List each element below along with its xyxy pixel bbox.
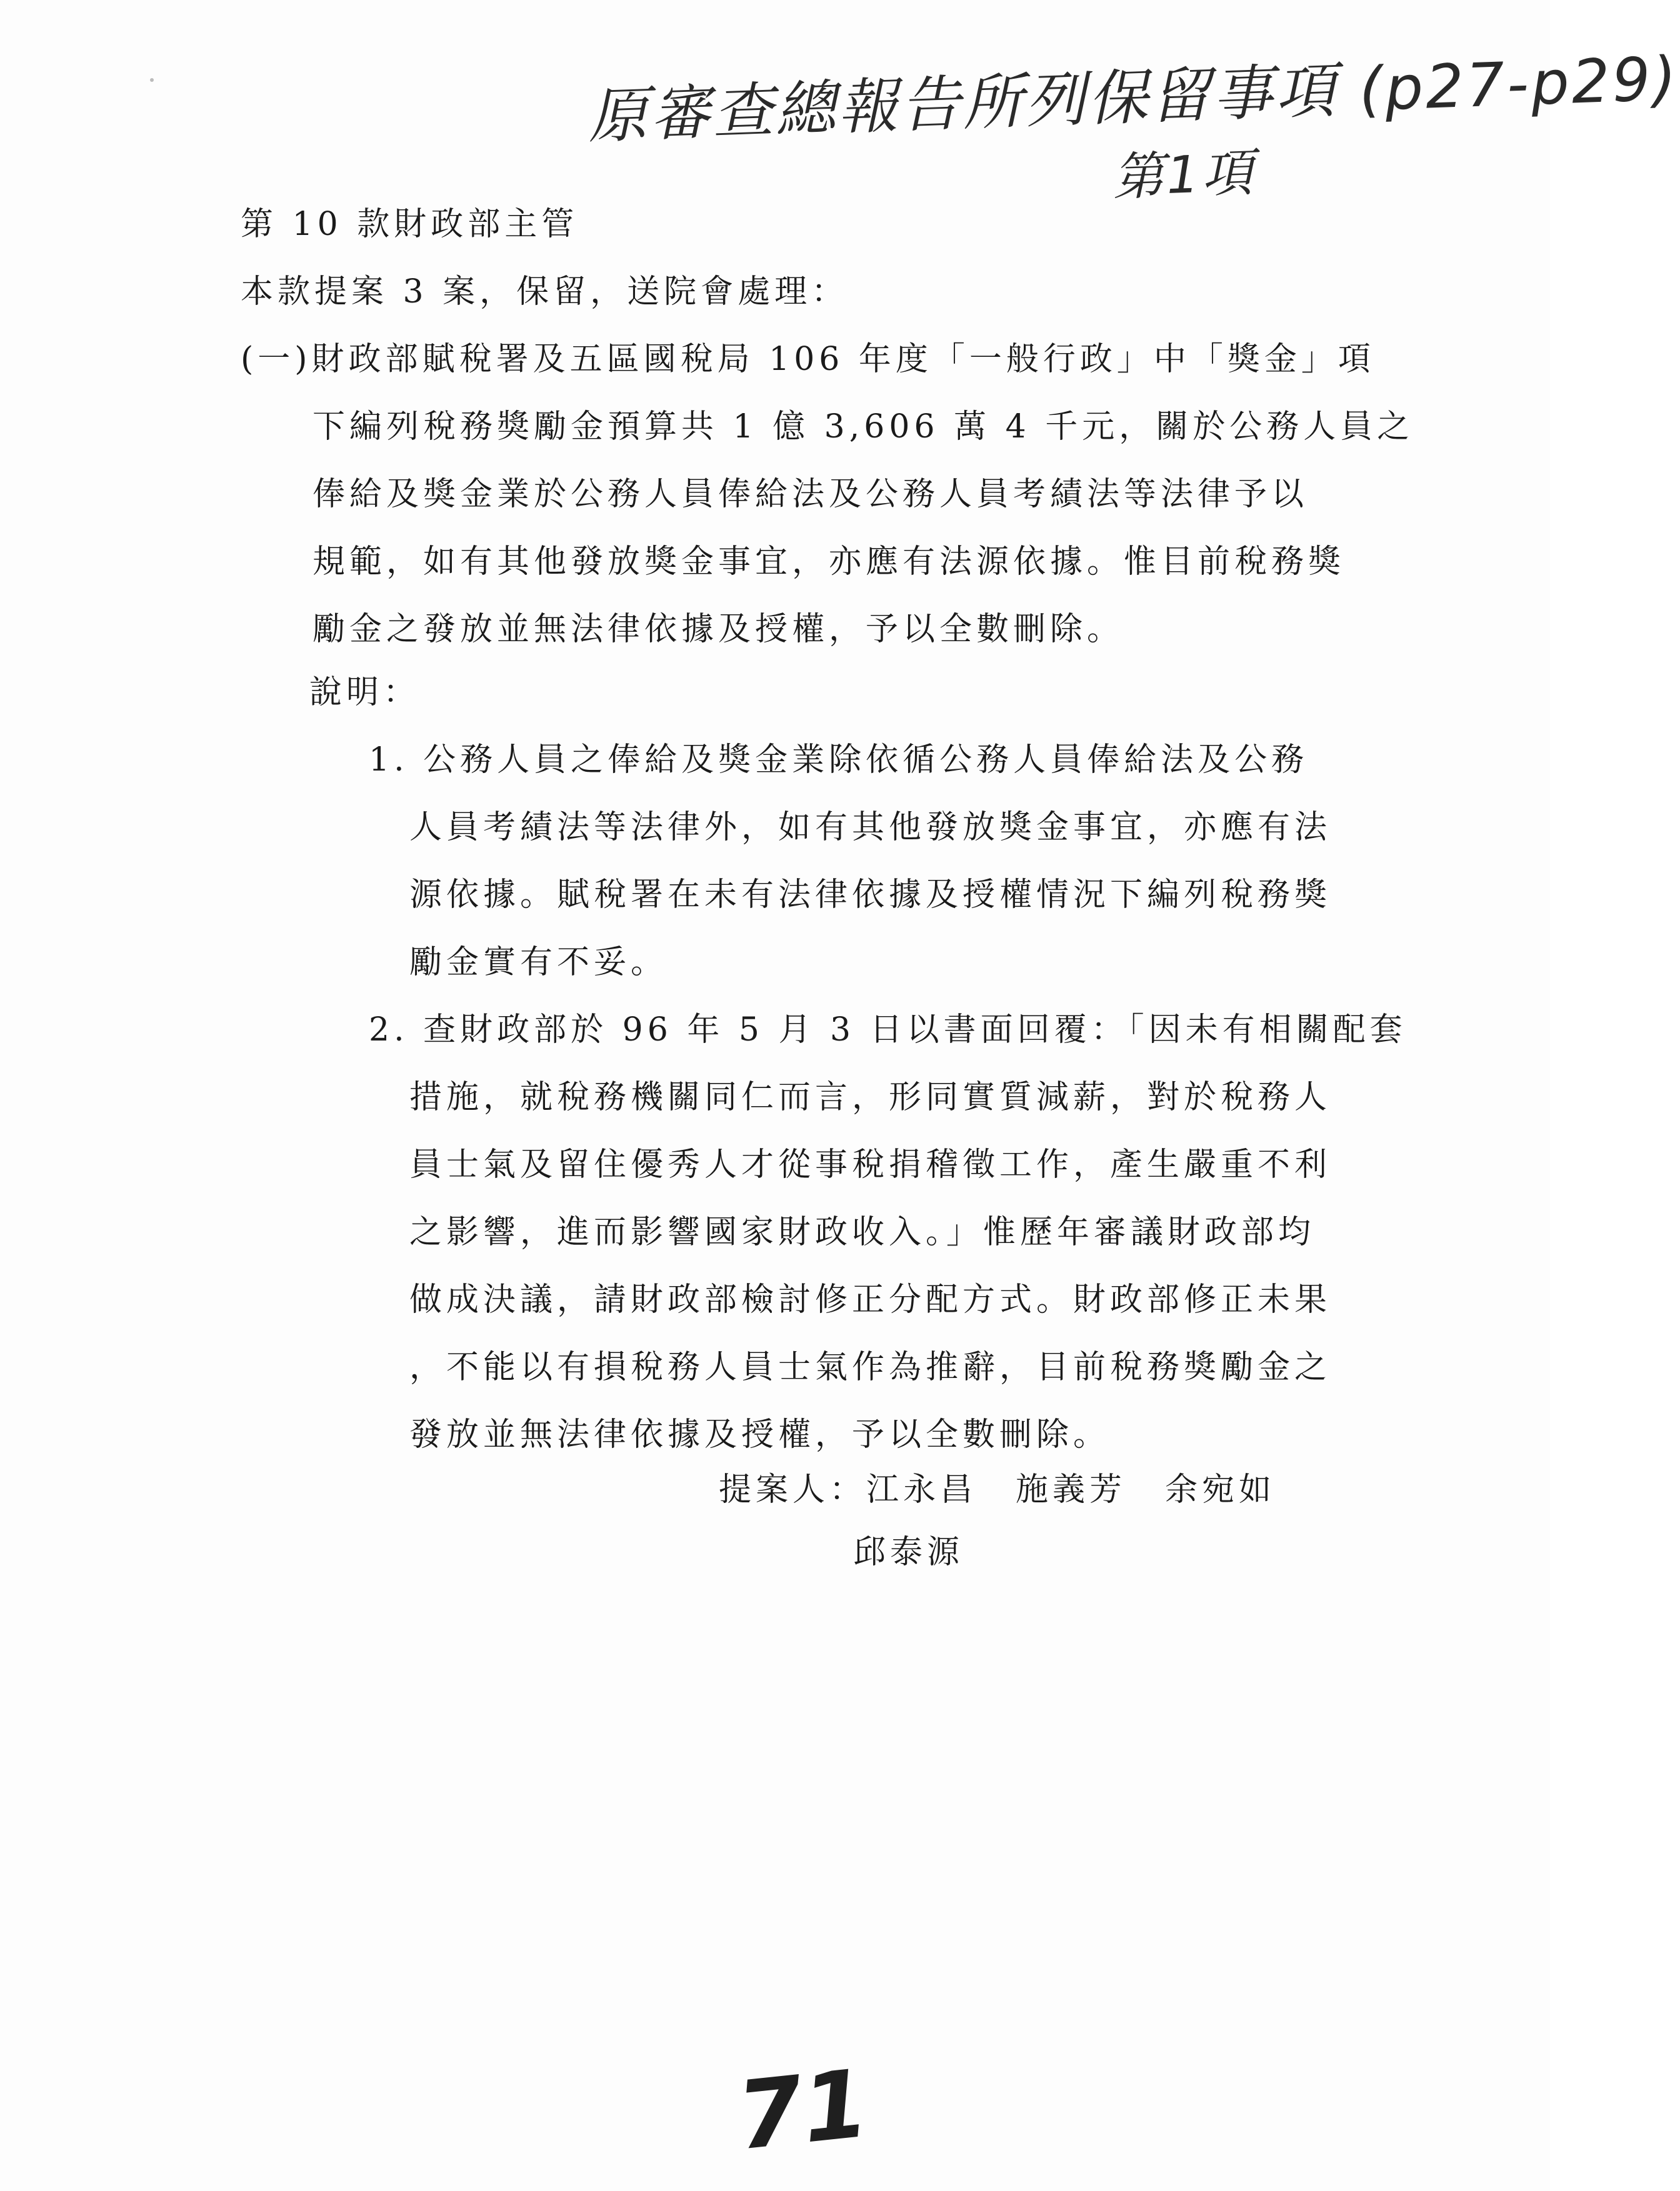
point-line: 2. 查財政部於 96 年 5 月 3 日以書面回覆：「因未有相關配套 xyxy=(369,1011,1407,1049)
point-line: 源依據。賦稅署在未有法律依據及授權情況下編列稅務獎 xyxy=(409,876,1332,914)
sponsor-name: 邱泰源 xyxy=(853,1534,964,1571)
handwritten-note: 原審查總報告所列保留事項 (p27-p29) xyxy=(586,43,1680,152)
item-line: (一)財政部賦稅署及五區國稅局 106 年度「一般行政」中「獎金」項 xyxy=(241,341,1375,378)
section-title: 第 10 款財政部主管 xyxy=(241,206,579,243)
sponsor-name: 江永昌 xyxy=(866,1471,978,1509)
point-line: 勵金實有不妥。 xyxy=(409,944,668,981)
explanation-label: 說明： xyxy=(309,674,421,711)
sponsors xyxy=(719,1456,1276,1524)
point-line: 人員考績法等法律外，如有其他發放獎金事宜，亦應有法 xyxy=(409,809,1332,846)
page-number: 71 xyxy=(732,2049,874,2172)
point-line: 發放並無法律依據及授權，予以全數刪除。 xyxy=(409,1416,1111,1454)
point-line: 措施，就稅務機關同仁而言，形同實質減薪，對於稅務人 xyxy=(409,1079,1332,1116)
sponsor-name: 施義芳 xyxy=(1016,1471,1127,1509)
point-line: 1. 公務人員之俸給及獎金業除依循公務人員俸給法及公務 xyxy=(369,741,1309,779)
sponsor-name: 余宛如 xyxy=(1165,1471,1276,1509)
item-line: 規範，如有其他發放獎金事宜，亦應有法源依據。惟目前稅務獎 xyxy=(312,543,1346,581)
item-line: 勵金之發放並無法律依據及授權，予以全數刪除。 xyxy=(312,611,1124,648)
point-line: 做成決議，請財政部檢討修正分配方式。財政部修正未果 xyxy=(409,1281,1332,1319)
scan-speck xyxy=(150,78,154,82)
point-line: 員士氣及留住優秀人才從事稅捐稽徵工作，產生嚴重不利 xyxy=(409,1146,1332,1184)
item-line: 下編列稅務獎勵金預算共 1 億 3,606 萬 4 千元，關於公務人員之 xyxy=(312,408,1414,446)
intro-text: 本款提案 3 案，保留，送院會處理： xyxy=(241,273,849,311)
point-line: ，不能以有損稅務人員士氣作為推辭，目前稅務獎勵金之 xyxy=(409,1349,1332,1386)
point-line: 之影響，進而影響國家財政收入。」惟歷年審議財政部均 xyxy=(409,1214,1316,1251)
sponsors-label: 提案人： xyxy=(719,1471,867,1509)
handwritten-note-item: 第1項 xyxy=(1111,143,1257,207)
item-line: 俸給及獎金業於公務人員俸給法及公務人員考績法等法律予以 xyxy=(312,476,1309,513)
